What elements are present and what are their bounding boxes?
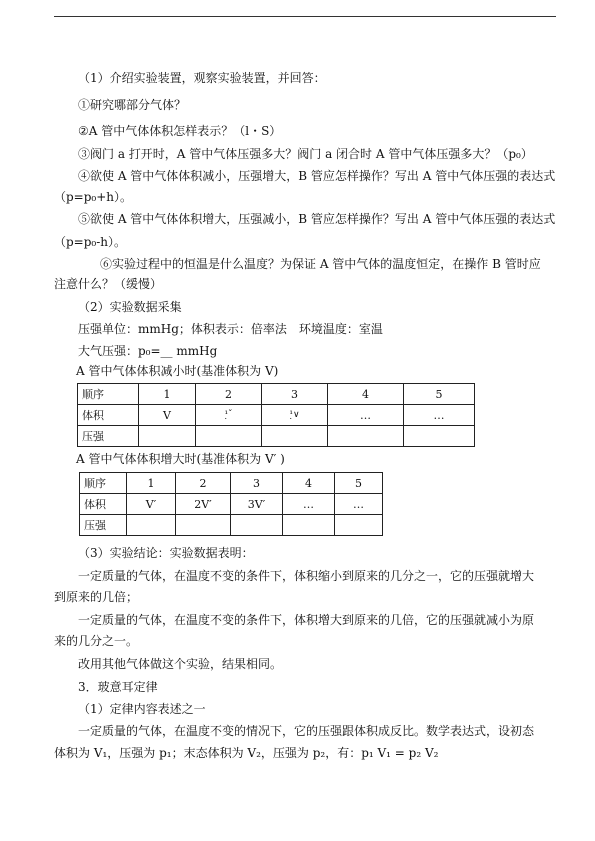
glitch-mark: ¹̣∨	[262, 405, 328, 426]
law-formula: 体积为 V₁，压强为 p₁；末态体积为 V₂，压强为 p₂，有：p₁ V₁ = p₂ V₂	[54, 746, 439, 760]
section-3-title: 3．玻意耳定律	[78, 680, 158, 694]
table1-caption: A 管中气体体积减小时(基准体积为 V)	[76, 364, 279, 378]
table-volume-increase	[79, 472, 383, 536]
q3-heading: （3）实验结论：实验数据表明：	[78, 546, 254, 560]
q1-item-2: ②A 管中气体体积怎样表示？（l・S）	[78, 124, 282, 138]
conclusion-1-cont: 到原来的几倍；	[54, 590, 139, 604]
table-row: 顺序 1 2 3 4 5	[80, 473, 383, 494]
q2-heading: （2）实验数据采集	[78, 300, 182, 314]
q1-item-4: ④欲使 A 管中气体体积减小，压强增大，B 管应怎样操作？写出 A 管中气体压强的表达式	[78, 169, 556, 183]
glitch-mark: ¹̣ˇ	[196, 405, 262, 426]
conclusion-3: 改用其他气体做这个实验，结果相同。	[78, 657, 283, 671]
table2-caption: A 管中气体体积增大时(基准体积为 V′ )	[76, 452, 285, 466]
law-statement: 一定质量的气体，在温度不变的情况下，它的压强跟体积成反比。数学表达式，设初态	[78, 724, 535, 738]
q1-item-3: ③阀门 a 打开时，A 管中气体压强多大？阀门 a 闭合时 A 管中气体压强多大？（p₀）	[78, 147, 533, 161]
q1-heading: （1）介绍实验装置，观察实验装置，并回答：	[78, 71, 326, 85]
top-rule	[54, 16, 556, 17]
law-heading: （1）定律内容表述之一	[78, 702, 206, 716]
atm-pressure-line: 大气压强：p₀=__ mmHg	[78, 344, 218, 358]
conclusion-1: 一定质量的气体，在温度不变的条件下，体积缩小到原来的几分之一，它的压强就增大	[78, 569, 535, 583]
table-row: 压强	[80, 515, 383, 536]
q1-item-1: ①研究哪部分气体？	[78, 98, 187, 112]
table-row: 体积 V′ 2V′ 3V′ … …	[80, 494, 383, 515]
table-volume-decrease	[77, 383, 475, 447]
q1-item-5: ⑤欲使 A 管中气体体积增大，压强减小，B 管应怎样操作？写出 A 管中气体压强的表达式	[78, 212, 556, 226]
conclusion-2-cont: 来的几分之一。	[54, 634, 139, 648]
table-row: 顺序 1 2 3 4 5	[78, 384, 475, 405]
q1-item-6: ⑥实验过程中的恒温是什么温度？为保证 A 管中气体的温度恒定，在操作 B 管时应	[100, 257, 541, 271]
q1-item-6-cont: 注意什么？（缓慢）	[54, 277, 163, 291]
table-row: 体积 V ¹̣ˇ ¹̣∨ … …	[78, 405, 475, 426]
units-line: 压强单位：mmHg；体积表示：倍率法 环境温度：室温	[78, 322, 383, 336]
q1-item-5-cont: （p=p₀-h）。	[54, 235, 127, 249]
q1-item-4-cont: （p=p₀+h）。	[54, 190, 133, 204]
table-row: 压强	[78, 426, 475, 447]
conclusion-2: 一定质量的气体，在温度不变的条件下，体积增大到原来的几倍，它的压强就减小为原	[78, 613, 535, 627]
